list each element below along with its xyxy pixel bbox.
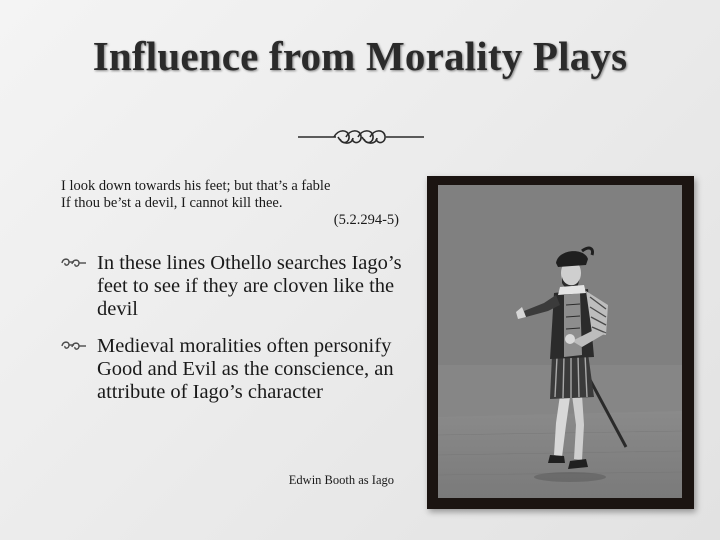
double-scroll-bullet-icon	[61, 339, 87, 353]
actor-photo	[438, 185, 682, 498]
actor-figure-illustration	[438, 185, 682, 498]
quote-block	[61, 178, 399, 229]
quote-line-2: If thou be’st a devil, I cannot kill thee.	[61, 195, 283, 211]
photo-frame	[427, 176, 694, 509]
bullet-item	[61, 252, 411, 321]
bullet-text: In these lines Othello searches Iago’s feet to see if they are cloven like the devil	[97, 252, 402, 320]
quote-citation: (5.2.294-5)	[333, 212, 399, 228]
double-scroll-bullet-icon	[61, 256, 87, 270]
scroll-divider-icon	[298, 124, 424, 150]
bullet-item	[61, 335, 411, 404]
image-caption: Edwin Booth as Iago	[288, 473, 394, 487]
bullet-text: Medieval moralities often personify Good and Evil as the conscience, an attribute of Iago’s character	[97, 335, 394, 403]
quote-line-1: I look down towards his feet; but that’s a fable	[61, 178, 331, 194]
bullet-list	[61, 252, 411, 418]
slide-title: Influence from Morality Plays	[92, 33, 628, 79]
